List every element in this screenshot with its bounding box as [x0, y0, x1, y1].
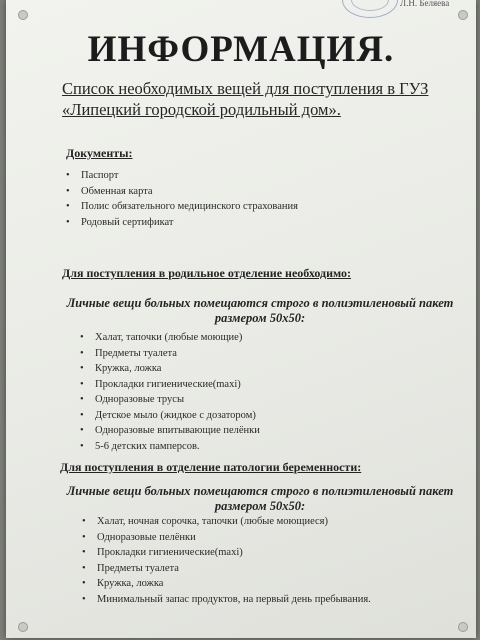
pin-top-left: [18, 10, 28, 20]
list-item: • Обменная карта: [66, 184, 298, 200]
list-item: • Родовый сертификат: [66, 215, 298, 231]
list-item: • Полис обязательного медицинского страхования: [66, 199, 298, 215]
maternity-note: Личные вещи больных помещаются строго в полиэтиленовый пакет размером 50х50:: [66, 296, 454, 325]
pathology-note: Личные вещи больных помещаются строго в полиэтиленовый пакет размером 50х50:: [66, 484, 454, 513]
documents-heading: Документы:: [66, 146, 133, 160]
list-item: • Прокладки гигиенические(maxi): [80, 377, 260, 393]
list-item: • Халат, тапочки (любые моющие): [80, 330, 260, 346]
list-item: • Одноразовые впитывающие пелёнки: [80, 423, 260, 439]
documents-list: [66, 168, 298, 230]
list-item: • Кружка, ложка: [80, 361, 260, 377]
list-item: • Одноразовые пелёнки: [82, 530, 371, 546]
list-item: • 5-6 детских памперсов.: [80, 439, 260, 455]
list-item: • Халат, ночная сорочка, тапочки (любые моющиеся): [82, 514, 371, 530]
notice-sheet: [6, 0, 476, 638]
maternity-heading: Для поступления в родильное отделение необходимо:: [62, 266, 352, 280]
list-item: • Кружка, ложка: [82, 576, 371, 592]
list-item: • Одноразовые трусы: [80, 392, 260, 408]
list-item: • Паспорт: [66, 168, 298, 184]
page-title: ИНФОРМАЦИЯ.: [87, 29, 395, 70]
list-item: • Прокладки гигиенические(maxi): [82, 545, 371, 561]
list-item: • Детское мыло (жидкое с дозатором): [80, 408, 260, 424]
pin-top-right: [458, 10, 468, 20]
official-stamp: [342, 0, 398, 18]
signer-name: Л.Н. Беляева: [400, 0, 450, 8]
pin-bottom-right: [458, 622, 468, 632]
list-item: • Предметы туалета: [80, 346, 260, 362]
pathology-heading: Для поступления в отделение патологии беременности:: [60, 460, 362, 474]
pin-bottom-left: [18, 622, 28, 632]
pathology-list: [82, 514, 371, 607]
maternity-list: [80, 330, 260, 454]
page-subtitle: Список необходимых вещей для поступления в ГУЗ «Липецкий городской родильный дом».: [62, 79, 429, 119]
list-item: • Минимальный запас продуктов, на первый день пребывания.: [82, 592, 371, 608]
list-item: • Предметы туалета: [82, 561, 371, 577]
